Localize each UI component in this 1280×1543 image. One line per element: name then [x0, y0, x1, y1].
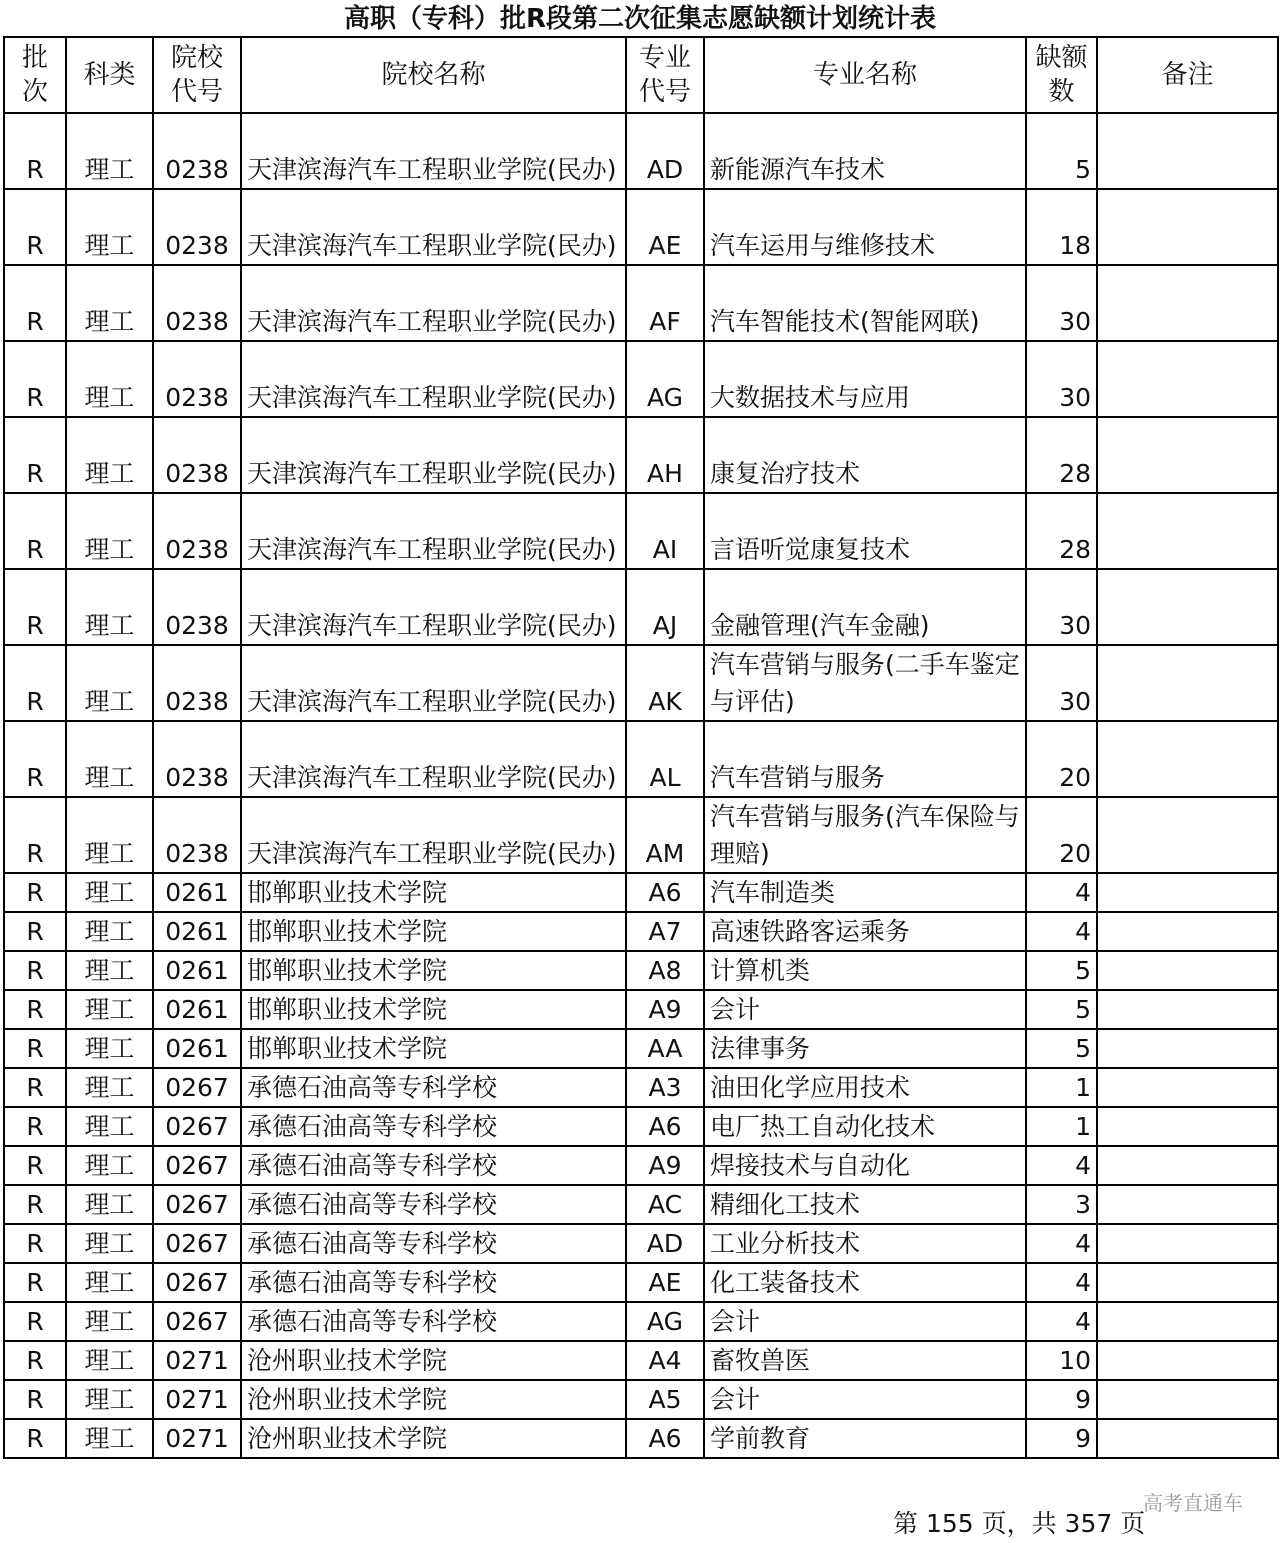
cell-batch: R	[4, 721, 66, 797]
cell-shortage: 28	[1026, 493, 1097, 569]
cell-school-code: 0261	[153, 1029, 241, 1068]
cell-school-code: 0238	[153, 493, 241, 569]
cell-school-name: 天津滨海汽车工程职业学院(民办)	[241, 113, 626, 189]
table-row	[4, 417, 1278, 493]
cell-remark	[1097, 990, 1278, 1029]
cell-major-name: 会计	[704, 1302, 1026, 1341]
cell-school-code: 0271	[153, 1419, 241, 1458]
cell-major-code: A3	[626, 1068, 704, 1107]
cell-school-code: 0238	[153, 341, 241, 417]
table-row	[4, 721, 1278, 797]
cell-major-name: 高速铁路客运乘务	[704, 912, 1026, 951]
cell-school-name: 承德石油高等专科学校	[241, 1107, 626, 1146]
cell-shortage: 30	[1026, 265, 1097, 341]
cell-batch: R	[4, 1263, 66, 1302]
cell-school-code: 0238	[153, 797, 241, 873]
table-row	[4, 1302, 1278, 1341]
cell-shortage: 20	[1026, 721, 1097, 797]
table-row	[4, 1419, 1278, 1458]
cell-major-code: A9	[626, 1146, 704, 1185]
cell-school-name: 承德石油高等专科学校	[241, 1302, 626, 1341]
cell-batch: R	[4, 417, 66, 493]
cell-remark	[1097, 1146, 1278, 1185]
cell-shortage: 18	[1026, 189, 1097, 265]
shortage-plan-table	[3, 36, 1279, 1459]
watermark: 高考直通车	[1143, 1491, 1243, 1515]
header-category: 科类	[66, 37, 153, 113]
cell-batch: R	[4, 1146, 66, 1185]
table-row	[4, 113, 1278, 189]
cell-category: 理工	[66, 341, 153, 417]
cell-batch: R	[4, 797, 66, 873]
cell-remark	[1097, 1380, 1278, 1419]
cell-school-name: 邯郸职业技术学院	[241, 951, 626, 990]
cell-major-code: AC	[626, 1185, 704, 1224]
cell-category: 理工	[66, 417, 153, 493]
cell-school-name: 沧州职业技术学院	[241, 1419, 626, 1458]
cell-major-name: 康复治疗技术	[704, 417, 1026, 493]
cell-major-code: AL	[626, 721, 704, 797]
cell-school-code: 0238	[153, 417, 241, 493]
cell-batch: R	[4, 645, 66, 721]
cell-remark	[1097, 1263, 1278, 1302]
cell-remark	[1097, 1068, 1278, 1107]
table-row	[4, 873, 1278, 912]
cell-category: 理工	[66, 645, 153, 721]
document-title: 高职（专科）批R段第二次征集志愿缺额计划统计表	[343, 4, 937, 34]
table-row	[4, 189, 1278, 265]
cell-batch: R	[4, 1029, 66, 1068]
cell-shortage: 4	[1026, 1146, 1097, 1185]
cell-school-code: 0238	[153, 265, 241, 341]
cell-major-code: AA	[626, 1029, 704, 1068]
cell-major-name: 会计	[704, 990, 1026, 1029]
cell-shortage: 1	[1026, 1068, 1097, 1107]
cell-category: 理工	[66, 1107, 153, 1146]
table-row	[4, 1341, 1278, 1380]
cell-remark	[1097, 113, 1278, 189]
cell-batch: R	[4, 1068, 66, 1107]
table-row	[4, 951, 1278, 990]
cell-shortage: 4	[1026, 1263, 1097, 1302]
cell-major-code: A6	[626, 873, 704, 912]
header-school-name: 院校名称	[241, 37, 626, 113]
cell-major-code: AH	[626, 417, 704, 493]
header-remark: 备注	[1097, 37, 1278, 113]
table-row	[4, 797, 1278, 873]
table-row	[4, 341, 1278, 417]
cell-major-code: A7	[626, 912, 704, 951]
cell-school-name: 天津滨海汽车工程职业学院(民办)	[241, 721, 626, 797]
cell-shortage: 30	[1026, 569, 1097, 645]
cell-shortage: 4	[1026, 912, 1097, 951]
cell-school-code: 0267	[153, 1107, 241, 1146]
cell-school-code: 0267	[153, 1185, 241, 1224]
cell-major-name: 汽车智能技术(智能网联)	[704, 265, 1026, 341]
cell-remark	[1097, 873, 1278, 912]
cell-school-name: 天津滨海汽车工程职业学院(民办)	[241, 189, 626, 265]
table-row	[4, 1029, 1278, 1068]
cell-major-name: 学前教育	[704, 1419, 1026, 1458]
table-row	[4, 493, 1278, 569]
cell-major-code: AE	[626, 1263, 704, 1302]
cell-shortage: 10	[1026, 1341, 1097, 1380]
cell-school-code: 0238	[153, 113, 241, 189]
cell-remark	[1097, 341, 1278, 417]
cell-major-name: 化工装备技术	[704, 1263, 1026, 1302]
cell-shortage: 30	[1026, 645, 1097, 721]
cell-category: 理工	[66, 1224, 153, 1263]
cell-category: 理工	[66, 912, 153, 951]
cell-school-name: 天津滨海汽车工程职业学院(民办)	[241, 265, 626, 341]
cell-batch: R	[4, 341, 66, 417]
cell-school-name: 天津滨海汽车工程职业学院(民办)	[241, 797, 626, 873]
cell-major-name: 汽车营销与服务(汽车保险与理赔)	[704, 797, 1026, 873]
cell-remark	[1097, 1341, 1278, 1380]
cell-remark	[1097, 189, 1278, 265]
cell-major-name: 会计	[704, 1380, 1026, 1419]
cell-school-name: 天津滨海汽车工程职业学院(民办)	[241, 417, 626, 493]
cell-category: 理工	[66, 1185, 153, 1224]
cell-school-code: 0238	[153, 569, 241, 645]
cell-school-name: 承德石油高等专科学校	[241, 1185, 626, 1224]
cell-major-name: 言语听觉康复技术	[704, 493, 1026, 569]
cell-major-code: AK	[626, 645, 704, 721]
cell-batch: R	[4, 873, 66, 912]
cell-remark	[1097, 417, 1278, 493]
cell-batch: R	[4, 912, 66, 951]
header-shortage: 缺额数	[1026, 37, 1097, 113]
cell-major-code: AM	[626, 797, 704, 873]
cell-major-name: 计算机类	[704, 951, 1026, 990]
cell-school-name: 承德石油高等专科学校	[241, 1263, 626, 1302]
cell-category: 理工	[66, 990, 153, 1029]
cell-category: 理工	[66, 189, 153, 265]
table-row	[4, 569, 1278, 645]
cell-remark	[1097, 1224, 1278, 1263]
cell-major-name: 汽车运用与维修技术	[704, 189, 1026, 265]
cell-school-code: 0261	[153, 873, 241, 912]
cell-remark	[1097, 1185, 1278, 1224]
cell-shortage: 5	[1026, 951, 1097, 990]
cell-major-name: 焊接技术与自动化	[704, 1146, 1026, 1185]
cell-major-code: A9	[626, 990, 704, 1029]
cell-batch: R	[4, 1419, 66, 1458]
cell-school-code: 0238	[153, 189, 241, 265]
cell-batch: R	[4, 1302, 66, 1341]
cell-school-code: 0271	[153, 1341, 241, 1380]
cell-batch: R	[4, 189, 66, 265]
cell-school-code: 0267	[153, 1263, 241, 1302]
cell-shortage: 9	[1026, 1419, 1097, 1458]
table-row	[4, 645, 1278, 721]
cell-shortage: 20	[1026, 797, 1097, 873]
cell-category: 理工	[66, 493, 153, 569]
table-header-row	[4, 37, 1278, 113]
cell-major-name: 法律事务	[704, 1029, 1026, 1068]
cell-major-name: 电厂热工自动化技术	[704, 1107, 1026, 1146]
cell-major-code: AJ	[626, 569, 704, 645]
cell-major-name: 汽车制造类	[704, 873, 1026, 912]
table-row	[4, 990, 1278, 1029]
cell-shortage: 3	[1026, 1185, 1097, 1224]
cell-school-name: 天津滨海汽车工程职业学院(民办)	[241, 493, 626, 569]
cell-category: 理工	[66, 797, 153, 873]
table-row	[4, 912, 1278, 951]
cell-batch: R	[4, 951, 66, 990]
cell-major-name: 畜牧兽医	[704, 1341, 1026, 1380]
cell-school-code: 0261	[153, 990, 241, 1029]
cell-major-code: AF	[626, 265, 704, 341]
cell-school-code: 0267	[153, 1068, 241, 1107]
cell-school-code: 0238	[153, 645, 241, 721]
cell-major-name: 精细化工技术	[704, 1185, 1026, 1224]
cell-major-code: A6	[626, 1107, 704, 1146]
cell-batch: R	[4, 990, 66, 1029]
cell-batch: R	[4, 1185, 66, 1224]
cell-category: 理工	[66, 1263, 153, 1302]
cell-school-name: 承德石油高等专科学校	[241, 1224, 626, 1263]
cell-school-code: 0267	[153, 1302, 241, 1341]
cell-major-name: 油田化学应用技术	[704, 1068, 1026, 1107]
header-major-code: 专业代号	[626, 37, 704, 113]
table-body	[4, 113, 1278, 1458]
cell-category: 理工	[66, 1302, 153, 1341]
cell-school-name: 沧州职业技术学院	[241, 1380, 626, 1419]
cell-category: 理工	[66, 265, 153, 341]
cell-category: 理工	[66, 721, 153, 797]
table-row	[4, 1146, 1278, 1185]
cell-shortage: 28	[1026, 417, 1097, 493]
table-row	[4, 1224, 1278, 1263]
cell-major-code: A5	[626, 1380, 704, 1419]
table-row	[4, 1107, 1278, 1146]
cell-category: 理工	[66, 951, 153, 990]
cell-major-name: 汽车营销与服务	[704, 721, 1026, 797]
cell-shortage: 4	[1026, 1224, 1097, 1263]
cell-major-name: 工业分析技术	[704, 1224, 1026, 1263]
cell-shortage: 4	[1026, 873, 1097, 912]
cell-major-code: A8	[626, 951, 704, 990]
cell-major-code: AG	[626, 1302, 704, 1341]
cell-school-name: 邯郸职业技术学院	[241, 873, 626, 912]
cell-remark	[1097, 265, 1278, 341]
cell-batch: R	[4, 1107, 66, 1146]
cell-shortage: 5	[1026, 990, 1097, 1029]
cell-remark	[1097, 912, 1278, 951]
cell-remark	[1097, 1419, 1278, 1458]
cell-school-code: 0271	[153, 1380, 241, 1419]
table-row	[4, 1263, 1278, 1302]
cell-category: 理工	[66, 1068, 153, 1107]
cell-batch: R	[4, 569, 66, 645]
cell-school-name: 承德石油高等专科学校	[241, 1146, 626, 1185]
cell-category: 理工	[66, 1341, 153, 1380]
cell-major-code: AD	[626, 1224, 704, 1263]
cell-batch: R	[4, 493, 66, 569]
table-row	[4, 1068, 1278, 1107]
cell-remark	[1097, 951, 1278, 990]
cell-major-code: A4	[626, 1341, 704, 1380]
cell-school-name: 邯郸职业技术学院	[241, 1029, 626, 1068]
table-row	[4, 1185, 1278, 1224]
cell-school-name: 天津滨海汽车工程职业学院(民办)	[241, 569, 626, 645]
cell-remark	[1097, 1302, 1278, 1341]
cell-shortage: 1	[1026, 1107, 1097, 1146]
cell-category: 理工	[66, 1380, 153, 1419]
cell-school-code: 0238	[153, 721, 241, 797]
table-row	[4, 265, 1278, 341]
cell-major-code: AE	[626, 189, 704, 265]
cell-school-name: 天津滨海汽车工程职业学院(民办)	[241, 645, 626, 721]
cell-school-name: 天津滨海汽车工程职业学院(民办)	[241, 341, 626, 417]
header-major-name: 专业名称	[704, 37, 1026, 113]
cell-batch: R	[4, 265, 66, 341]
cell-major-code: AD	[626, 113, 704, 189]
cell-school-name: 邯郸职业技术学院	[241, 990, 626, 1029]
cell-remark	[1097, 493, 1278, 569]
cell-major-name: 汽车营销与服务(二手车鉴定与评估)	[704, 645, 1026, 721]
cell-batch: R	[4, 1380, 66, 1419]
table-row	[4, 1380, 1278, 1419]
cell-remark	[1097, 1029, 1278, 1068]
cell-shortage: 5	[1026, 113, 1097, 189]
cell-major-name: 金融管理(汽车金融)	[704, 569, 1026, 645]
cell-school-code: 0267	[153, 1146, 241, 1185]
cell-shortage: 30	[1026, 341, 1097, 417]
cell-major-code: AI	[626, 493, 704, 569]
cell-category: 理工	[66, 113, 153, 189]
cell-shortage: 4	[1026, 1302, 1097, 1341]
cell-remark	[1097, 645, 1278, 721]
cell-remark	[1097, 721, 1278, 797]
cell-category: 理工	[66, 1419, 153, 1458]
cell-remark	[1097, 1107, 1278, 1146]
cell-batch: R	[4, 1224, 66, 1263]
cell-school-code: 0267	[153, 1224, 241, 1263]
cell-major-code: AG	[626, 341, 704, 417]
cell-category: 理工	[66, 1146, 153, 1185]
cell-major-name: 大数据技术与应用	[704, 341, 1026, 417]
cell-school-name: 沧州职业技术学院	[241, 1341, 626, 1380]
cell-school-name: 邯郸职业技术学院	[241, 912, 626, 951]
cell-major-code: A6	[626, 1419, 704, 1458]
cell-category: 理工	[66, 569, 153, 645]
cell-shortage: 9	[1026, 1380, 1097, 1419]
cell-major-name: 新能源汽车技术	[704, 113, 1026, 189]
cell-shortage: 5	[1026, 1029, 1097, 1068]
header-batch: 批次	[4, 37, 66, 113]
header-school-code: 院校代号	[153, 37, 241, 113]
cell-remark	[1097, 569, 1278, 645]
cell-batch: R	[4, 113, 66, 189]
cell-school-name: 承德石油高等专科学校	[241, 1068, 626, 1107]
page-number: 第 155 页，共 357 页	[893, 1509, 1146, 1538]
cell-remark	[1097, 797, 1278, 873]
cell-batch: R	[4, 1341, 66, 1380]
cell-school-code: 0261	[153, 912, 241, 951]
cell-school-code: 0261	[153, 951, 241, 990]
cell-category: 理工	[66, 1029, 153, 1068]
cell-category: 理工	[66, 873, 153, 912]
